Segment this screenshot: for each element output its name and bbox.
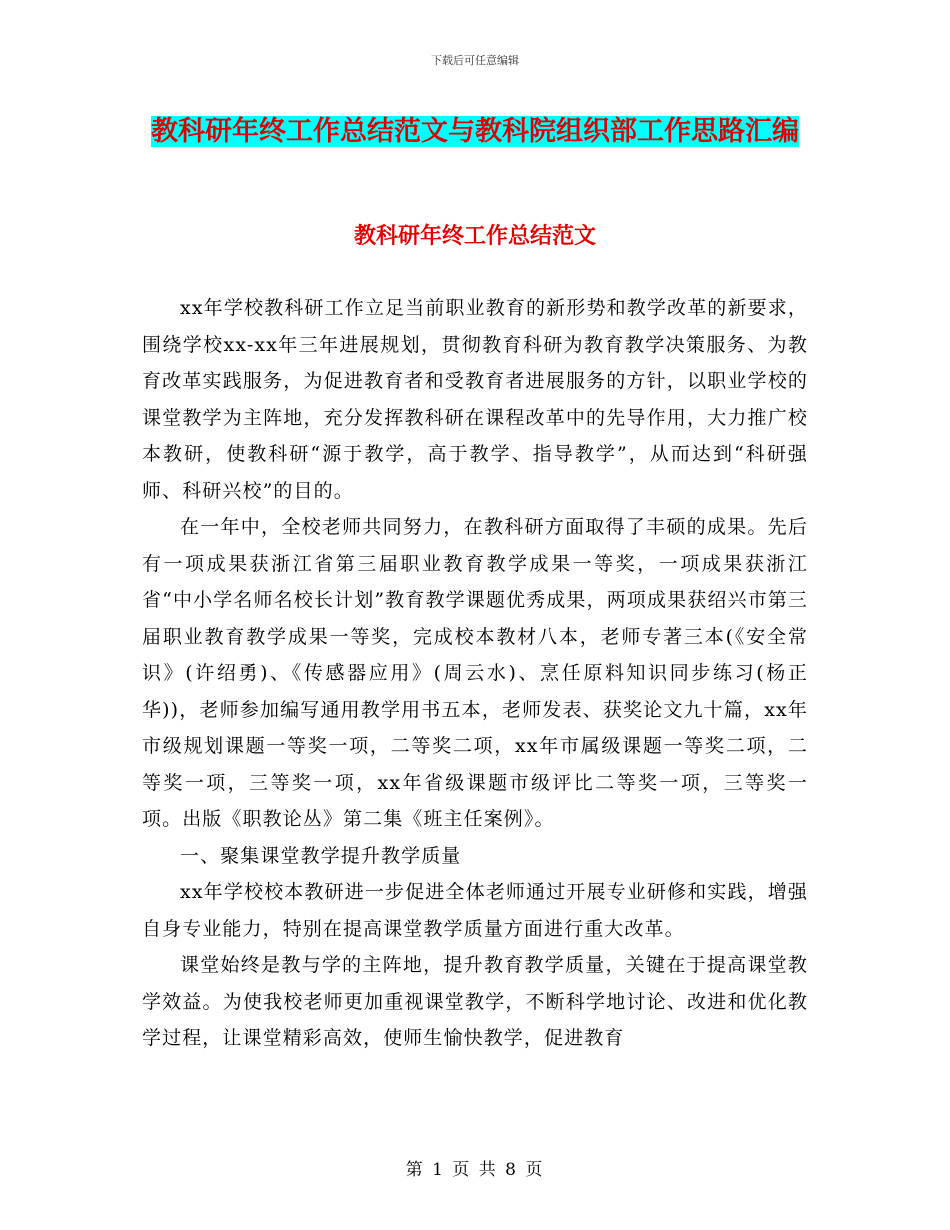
document-body — [142, 290, 808, 1057]
paragraph-achievements: 在一年中，全校老师共同努力，在教科研方面取得了丰硕的成果。先后有一项成果获浙江省第三届职业教育教学成果一等奖，一项成果获浙江省“中小学名师名校长计划”教育教学课题优秀成果，两项成果获绍兴市第三届职业教育教学成果一等奖，完成校本教材八本，老师专著三本(《安全常识》(许绍勇)、《传感器应用》(周云水)、烹任原料知识同步练习(杨正华))，老师参加编写通用教学用书五本，老师发表、获奖论文九十篇，xx年市级规划课题一等奖一项，二等奖二项，xx年市属级课题一等奖二项，二等奖一项，三等奖一项，xx年省级课题市级评比二等奖一项，三等奖一项。出版《职教论丛》第二集《班主任案例》。 — [142, 516, 808, 830]
paragraph-school-research: xx年学校校本教研进一步促进全体老师通过开展专业研修和实践，增强自身专业能力，特别在提高课堂教学质量方面进行重大改革。 — [142, 881, 808, 940]
section-heading-1: 一、聚集课堂教学提升教学质量 — [180, 844, 462, 867]
paragraph-classroom: 课堂始终是教与学的主阵地，提升教育教学质量，关键在于提高课堂教学效益。为使我校老师更加重视课堂教学，不断科学地讨论、改进和优化教学过程，让课堂精彩高效，使师生愉快教学，促进教育 — [142, 954, 808, 1049]
page-header: 下载后可任意编辑 — [431, 54, 519, 67]
document-title — [0, 108, 950, 156]
paragraph-intro: xx年学校教科研工作立足当前职业教育的新形势和教学改革的新要求，围绕学校xx-xx年三年进展规划，贯彻教育科研为教育教学决策服务、为教育改革实践服务，为促进教育者和受教育者进展服务的方针，以职业学校的课堂教学为主阵地，充分发挥教科研在课程改革中的先导作用，大力推广校本教研，使教科研“源于教学，高于教学、指导教学”，从而达到“科研强师、科研兴校”的目的。 — [142, 297, 808, 502]
section-title: 教科研年终工作总结范文 — [353, 223, 596, 249]
page-footer: 第 1 页 共 8 页 — [405, 1160, 545, 1180]
document-title-text: 教科研年终工作总结范文与教科院组织部工作思路汇编 — [151, 116, 799, 147]
